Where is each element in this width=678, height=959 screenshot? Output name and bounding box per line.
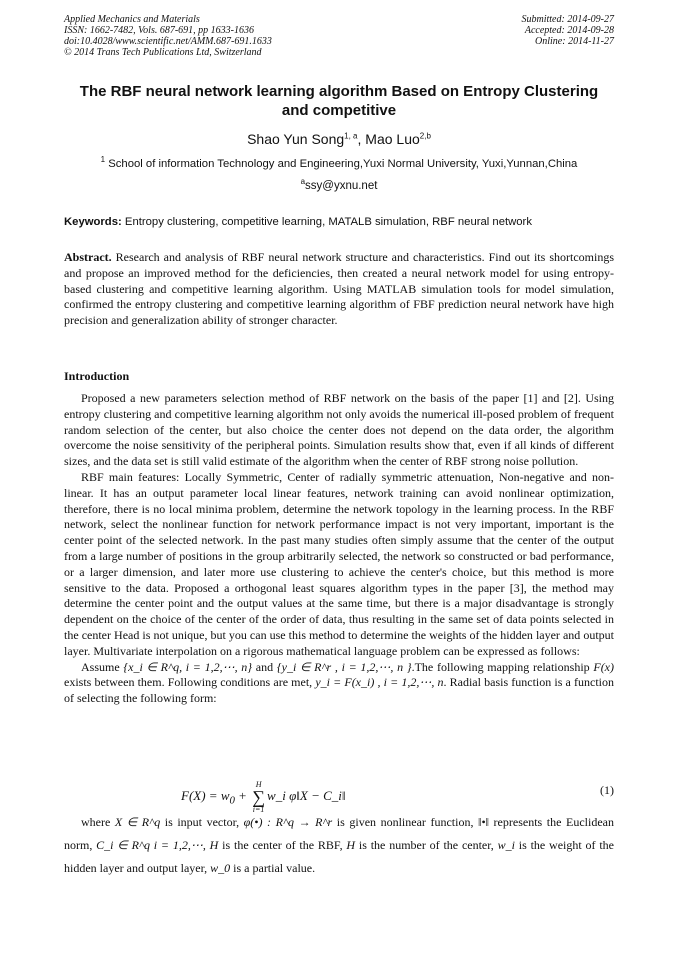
affiliation-text: School of information Technology and Engineering,Yuxi Normal University, Yuxi,Yunnan,China bbox=[105, 158, 578, 170]
explain-text-c: is given nonlinear function, bbox=[332, 815, 479, 829]
equation-1 bbox=[64, 774, 614, 814]
eq-plus: + bbox=[234, 787, 251, 803]
explanation-paragraph bbox=[64, 811, 614, 880]
paper-title-line2: and competitive bbox=[281, 102, 397, 119]
email-marker: a bbox=[300, 177, 306, 187]
math-set-x: {x_i ∈ R^q, i = 1,2,⋯, n} bbox=[123, 659, 253, 674]
online-date: Online: 2014-11-27 bbox=[535, 36, 614, 47]
author-email bbox=[64, 179, 614, 193]
explain-text-e: is the center of the RBF, bbox=[218, 838, 347, 852]
math-ci-def: C_i ∈ R^q i = 1,2,⋯, H bbox=[96, 838, 219, 852]
intro-paragraph-2: RBF main features: Locally Symmetric, Center of radially symmetric attenuation, Non-negative and non-linear. It has an output parameter local linear features, network training can avoid nonlinear optimization, therefore, there is no local minima problem, determine the network topology in the learning process. In the RBF network, select the nonlinear function for network performance impact is not very important, important is the center point of the selected network. In the past many studies often simply assume that the center of the output from a large number of positions in the group arbitrarily selected, the network so constructed or bad performance, or a larger dimension, and later more use clustering to achieve the center's choice, but this method is more sensitive to the data. Proposed a orthogonal least squares algorithm types in the paper [3], the method may determine the center point and the output values at the same time, but there is a major disadvantage is strongly dependent on the choice of the center of the order of data, thus resulting in the same set of data points selected in the center Head is not unique, but you can use this method to determine the weights of the hidden layer and output layer. Multivariate interpolation on a rigorous mathematical language problem can be expressed as follows: bbox=[64, 469, 614, 658]
paper-title-line1: The RBF neural network learning algorithm Based on Entropy Clustering bbox=[79, 83, 599, 100]
journal-name: Applied Mechanics and Materials bbox=[64, 14, 200, 25]
accepted-date: Accepted: 2014-09-28 bbox=[524, 25, 614, 36]
keywords-text: Entropy clustering, competitive learning, MATALB simulation, RBF neural network bbox=[121, 216, 532, 228]
p3-text-a: Assume bbox=[81, 659, 124, 674]
eq-lhs-subscript: 0 bbox=[229, 794, 235, 807]
sum-upper-limit: H bbox=[255, 780, 262, 789]
p3-text-c: exists between them. Following conditions are met, bbox=[64, 675, 316, 690]
equation-number: (1) bbox=[600, 783, 614, 797]
equation-formula bbox=[181, 780, 346, 814]
explain-text-d: represents the Euclidean norm, bbox=[64, 815, 614, 852]
section-heading-introduction: Introduction bbox=[64, 369, 130, 383]
eq-lhs: F(X) = w bbox=[181, 787, 230, 803]
keywords-label: Keywords: bbox=[64, 216, 122, 228]
paper-title bbox=[64, 82, 614, 120]
keywords bbox=[64, 215, 614, 229]
journal-header-right bbox=[522, 14, 615, 47]
math-w0: w_0 bbox=[210, 861, 231, 875]
p3-text-b: .The following mapping relationship bbox=[411, 659, 594, 674]
abstract-text: Research and analysis of RBF neural network structure and characteristics. Find out its shortcomings and propose an improved method for the deficiencies, then created a neural network model for using entropy-based clustering and competitive learning algorithm. Using MATLAB simulation tools for model simulation, confirmed the entropy clustering and competitive learning algorithm of FBF prediction neural network have high precision and generalization ability of stronger character. bbox=[64, 250, 614, 328]
math-fx: F(x) bbox=[593, 659, 615, 674]
summation bbox=[252, 780, 265, 814]
math-wi: w_i bbox=[497, 838, 515, 852]
math-set-y: {y_i ∈ R^r , i = 1,2,⋯, n } bbox=[276, 659, 412, 674]
math-condition: y_i = F(x_i) , i = 1,2,⋯, n bbox=[315, 675, 444, 690]
sigma-symbol: ∑ bbox=[252, 787, 266, 807]
equation-explanation bbox=[64, 811, 614, 880]
explain-text-h: is a partial value. bbox=[230, 861, 316, 875]
math-phi-map: φ(•) : R^q → R^r bbox=[243, 815, 333, 829]
author-2: Mao Luo bbox=[365, 131, 420, 147]
math-h: H bbox=[346, 838, 356, 852]
author-separator: , bbox=[357, 131, 366, 147]
author-1-marker: 1, a bbox=[344, 131, 358, 141]
introduction-body bbox=[64, 391, 614, 707]
submitted-date: Submitted: 2014-09-27 bbox=[521, 14, 614, 25]
explain-text-b: is input vector, bbox=[160, 815, 244, 829]
math-x-in-rq: X ∈ R^q bbox=[114, 815, 161, 829]
sum-lower-limit: i=1 bbox=[252, 805, 265, 814]
doi-line: doi:10.4028/www.scientific.net/AMM.687-691.1633 bbox=[64, 36, 272, 47]
explain-text-f: is the number of the center, bbox=[355, 838, 498, 852]
explain-text-a: where bbox=[81, 815, 115, 829]
issn-line: ISSN: 1662-7482, Vols. 687-691, pp 1633-1636 bbox=[64, 25, 254, 36]
math-norm: ‖•‖ bbox=[478, 815, 489, 829]
explain-text-g: is the weight of the hidden layer and output layer, bbox=[64, 838, 614, 875]
abstract bbox=[64, 250, 614, 329]
author-list bbox=[64, 131, 614, 148]
eq-rhs: w_i φ‖X − C_i‖ bbox=[267, 787, 346, 803]
journal-header-left bbox=[64, 14, 272, 58]
intro-paragraph-3 bbox=[64, 660, 614, 707]
affiliation-marker: 1 bbox=[100, 155, 106, 165]
p3-text-and: and bbox=[252, 659, 277, 674]
p3-text-d: . Radial basis function is a function of selecting the following form: bbox=[64, 675, 615, 706]
author-1: Shao Yun Song bbox=[247, 131, 345, 147]
intro-paragraph-1: Proposed a new parameters selection method of RBF network on the basis of the paper [1] and [2]. Using entropy clustering and competitive learning algorithm not only avoids the numerical ill-posed problem of frequent random selection of the center, but also choice the center does not depend on the data order, the algorithm overcome the noise sensitivity of the peripheral points. Simulation results show that, even if all kinds of different sizes, and the data set is still valid estimate of the algorithm when the center of RBF strong noise pollution. bbox=[64, 391, 614, 469]
email-address: ssy@yxnu.net bbox=[305, 180, 378, 192]
copyright-line: © 2014 Trans Tech Publications Ltd, Switzerland bbox=[64, 47, 262, 58]
author-2-marker: 2,b bbox=[419, 131, 431, 141]
abstract-label: Abstract. bbox=[64, 250, 112, 264]
affiliation bbox=[64, 157, 614, 171]
